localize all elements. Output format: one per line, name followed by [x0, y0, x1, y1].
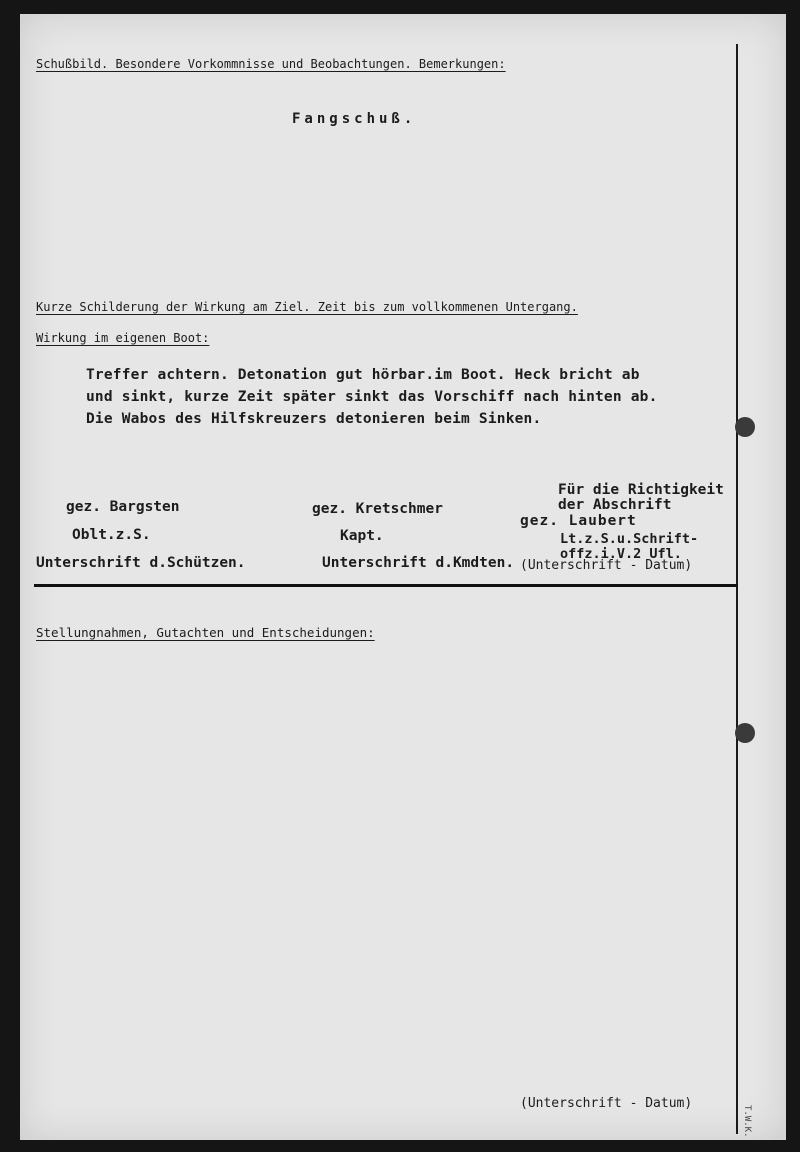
opinions-header: Stellungnahmen, Gutachten und Entscheidungen:: [36, 625, 375, 640]
signature-commander-caption: Unterschrift d.Kmdten.: [322, 555, 515, 571]
observations-header: Schußbild. Besondere Vorkommnisse und Beobachtungen. Bemerkungen:: [36, 57, 506, 71]
effect-on-target-header: Kurze Schilderung der Wirkung am Ziel. Zeit bis zum vollkommenen Untergang.: [36, 300, 578, 314]
punch-hole: [735, 417, 755, 437]
certification-line: Für die Richtigkeit: [558, 482, 724, 498]
report-line: und sinkt, kurze Zeit später sinkt das Vorschiff nach hinten ab.: [86, 389, 658, 405]
entry-title: Fangschuß.: [292, 111, 417, 127]
signature-certifier-name: gez. Laubert: [520, 513, 637, 529]
signature-certifier-caption: (Unterschrift - Datum): [520, 558, 693, 573]
certification-line: der Abschrift: [558, 497, 672, 513]
section-divider: [34, 584, 738, 587]
signature-shooter-caption: Unterschrift d.Schützen.: [36, 555, 246, 571]
signature-date-caption: (Unterschrift - Datum): [520, 1096, 693, 1111]
signature-certifier-rank: offz.i.V.2 Ufl.: [560, 546, 682, 562]
signature-shooter-rank: Oblt.z.S.: [72, 527, 151, 543]
margin-mark: T.W.K.: [742, 1105, 752, 1138]
punch-hole: [735, 723, 755, 743]
margin-rule: [736, 44, 738, 1134]
signature-shooter-name: gez. Bargsten: [66, 499, 180, 515]
effect-in-boat-header: Wirkung im eigenen Boot:: [36, 331, 210, 345]
signature-commander-name: gez. Kretschmer: [312, 501, 443, 517]
signature-certifier-rank: Lt.z.S.u.Schrift-: [560, 531, 699, 547]
report-line: Die Wabos des Hilfskreuzers detonieren beim Sinken.: [86, 411, 542, 427]
report-line: Treffer achtern. Detonation gut hörbar.im Boot. Heck bricht ab: [86, 367, 640, 383]
document-page: [20, 14, 786, 1140]
signature-commander-rank: Kapt.: [340, 528, 384, 544]
